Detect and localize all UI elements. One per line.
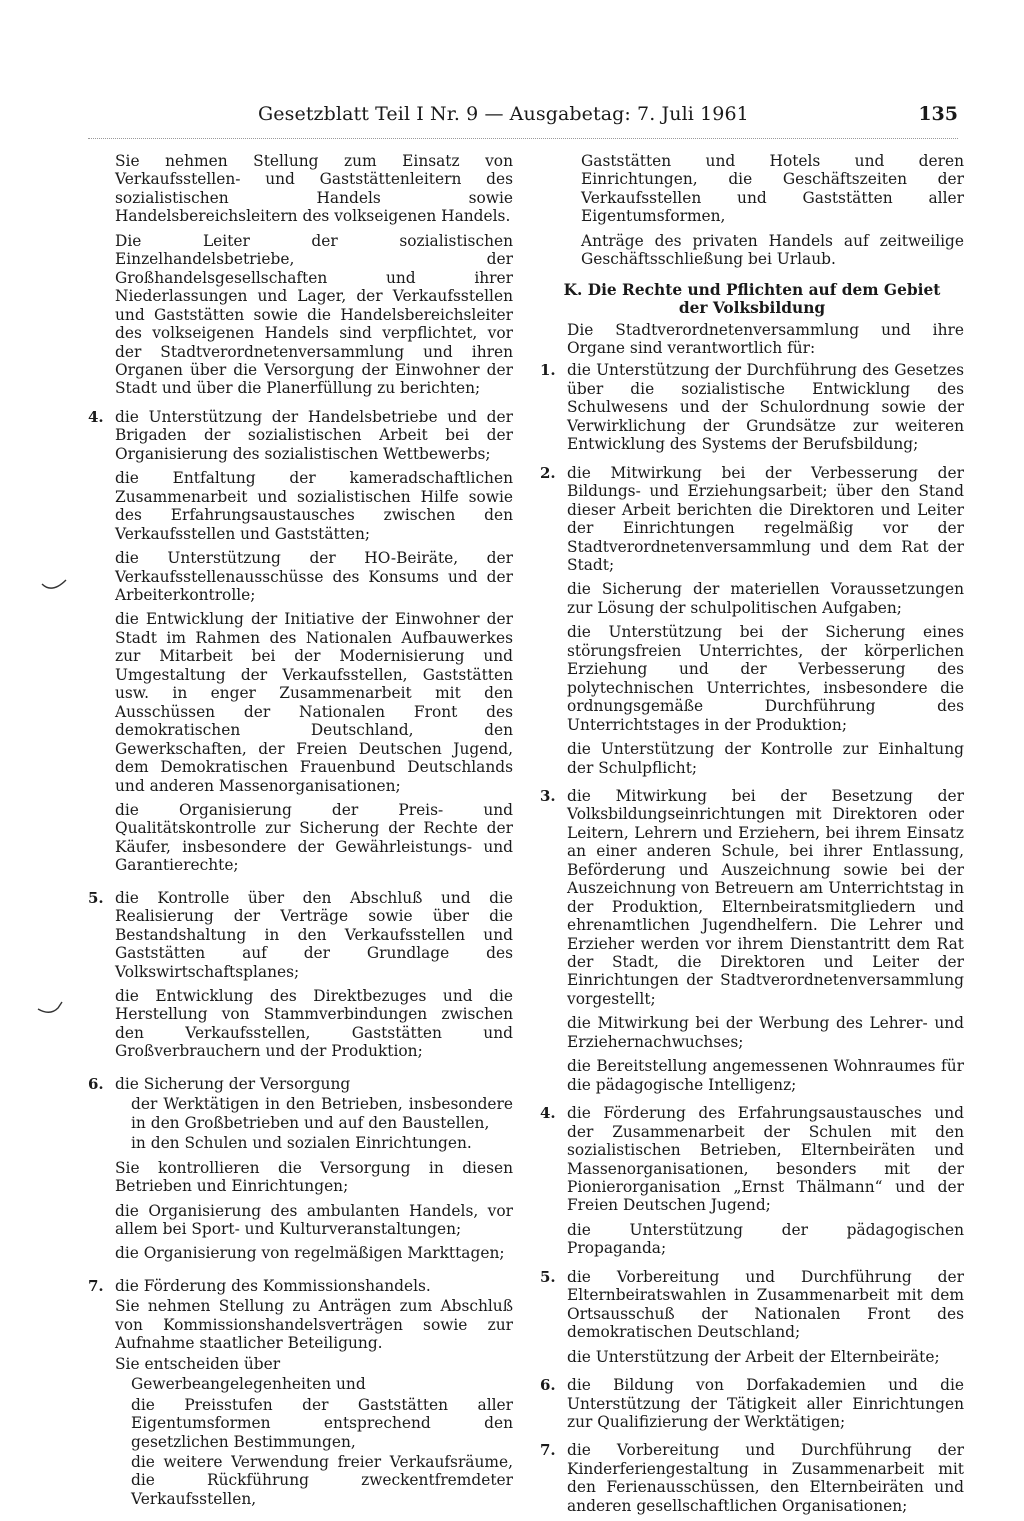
paragraph: die Organisierung der Preis- und Qualitätskontrolle zur Sicherung der Rechte der Käufer, insbesondere der Gewährleistungs- und Garantierechte; bbox=[115, 800, 513, 875]
list-item-7 bbox=[88, 1277, 513, 1508]
margin-pen-mark bbox=[36, 1000, 64, 1018]
paragraph: die Mitwirkung bei der Werbung des Lehrer- und Erziehernachwuchses; bbox=[567, 1014, 964, 1051]
paragraph: Sie entscheiden über bbox=[115, 1354, 281, 1373]
item-number: 1. bbox=[540, 361, 556, 380]
paragraph: die Unterstützung der Handelsbetriebe und der Brigaden der sozialistischen Arbeit bei der Organisierung des sozialistischen Wettbewerbs; bbox=[115, 407, 513, 463]
paragraph: die Organisierung von regelmäßigen Markttagen; bbox=[115, 1244, 505, 1263]
paragraph: die Mitwirkung bei der Verbesserung der Bildungs- und Erziehungsarbeit; über den Stand dieser Arbeit berichten die Direktoren und Leiter der Einrichtungen regelmäßig vor der Stadtverordnetenversammlung und dem Rat der Stadt; bbox=[567, 463, 964, 574]
paragraph: die Unterstützung bei der Sicherung eines störungsfreien Unterrichtes, der körperlichen Erziehung und der Verbesserung des polytechnischen Unterrichtes, insbesondere die ordnungsgemäße Durchführung des Unterrichtstages in der Produktion; bbox=[567, 623, 964, 734]
item-number: 6. bbox=[88, 1074, 104, 1093]
item-number: 7. bbox=[540, 1441, 556, 1460]
list-item-6 bbox=[88, 1075, 513, 1263]
list-item-2 bbox=[540, 464, 964, 777]
list-item-1 bbox=[540, 361, 964, 453]
paragraph: in den Schulen und sozialen Einrichtungen. bbox=[131, 1134, 472, 1153]
paragraph: die Bildung von Dorfakademien und die Unterstützung der Tätigkeit aller Einrichtungen zur Qualifizierung der Werktätigen; bbox=[567, 1376, 964, 1431]
paragraph: die Vorbereitung und Durchführung der Elternbeiratswahlen in Zusammenarbeit mit dem Ortsausschuß der Nationalen Front des demokratischen Deutschland; bbox=[567, 1267, 964, 1342]
list-item-7 bbox=[540, 1441, 964, 1515]
item-number: 6. bbox=[540, 1376, 556, 1395]
item-number: 2. bbox=[540, 463, 556, 482]
paragraph: die Sicherung der materiellen Voraussetzungen zur Lösung der schulpolitischen Aufgaben; bbox=[567, 580, 964, 617]
paragraph: die Preisstufen der Gaststätten aller Eigentumsformen entsprechend den gesetzlichen Bestimmungen, bbox=[131, 1395, 513, 1451]
right-column bbox=[540, 150, 964, 1521]
list-item-6 bbox=[540, 1376, 964, 1431]
paragraph: die Entwicklung der Initiative der Einwohner der Stadt im Rahmen des Nationalen Aufbauwerkes zur Mitarbeit bei der Modernisierung und Umgestaltung der Verkaufsstellen, Gaststätten usw. in enger Zusammenarbeit mit den Ausschüssen der Nationalen Front des demokratischen Deutschland, den Gewerkschaften, der Freien Deutschen Jugend, dem Demokratischen Frauenbund Deutschlands und anderen Massenorganisationen; bbox=[115, 610, 513, 795]
margin-pen-mark bbox=[40, 578, 68, 596]
item-number: 3. bbox=[540, 786, 556, 805]
paragraph: die Förderung des Erfahrungsaustausches und der Zusammenarbeit der Schulen mit den sozialistischen Betrieben, Elternbeiräten und Massenorganisationen, besonders mit der Pionierorganisation „Ernst Thälmann“ und der Freien Deutschen Jugend; bbox=[567, 1104, 964, 1215]
paragraph: Anträge des privaten Handels auf zeitweilige Geschäftsschließung bei Urlaub. bbox=[581, 231, 964, 269]
paragraph: die Vorbereitung und Durchführung der Kinderferiengestaltung in Zusammenarbeit mit den Ferienausschüssen, den Elternbeiräten und anderen gesellschaftlichen Organisationen; bbox=[567, 1441, 964, 1515]
paragraph: die Bereitstellung angemessenen Wohnraumes für die pädagogische Intelligenz; bbox=[567, 1057, 964, 1094]
paragraph: Gewerbeangelegenheiten und bbox=[131, 1375, 366, 1394]
page-number: 135 bbox=[918, 103, 958, 125]
paragraph: die Unterstützung der Arbeit der Elternbeiräte; bbox=[567, 1347, 940, 1366]
paragraph: die weitere Verwendung freier Verkaufsräume, die Rückführung zweckentfremdeter Verkaufsstellen, bbox=[131, 1453, 513, 1508]
paragraph: Die Leiter der sozialistischen Einzelhandelsbetriebe, der Großhandelsgesellschaften und ihrer Niederlassungen und Lager, der Verkaufsstellen und Gaststätten sowie die Handelsbereichsleiter des volkseigenen Handels sind verpflichtet, vor der Stadtverordnetenversammlung und ihren Organen über die Versorgung der Einwohner der Stadt und über die Planerfüllung zu berichten; bbox=[115, 231, 513, 398]
section-intro: Die Stadtverordnetenversammlung und ihre Organe sind verantwortlich für: bbox=[567, 320, 964, 357]
section-heading bbox=[540, 281, 964, 318]
item-number: 5. bbox=[88, 888, 104, 907]
section-heading-line: der Volksbildung bbox=[678, 299, 826, 318]
paragraph: der Werktätigen in den Betrieben, insbesondere in den Großbetrieben und auf den Baustellen, bbox=[131, 1095, 513, 1132]
list-item-5 bbox=[88, 889, 513, 1061]
item-number: 7. bbox=[88, 1276, 104, 1295]
paragraph: die Mitwirkung bei der Besetzung der Volksbildungseinrichtungen mit Direktoren oder Leitern, Lehrern und Erziehern, bei ihrem Einsatz an einer anderen Schule, bei ihrer Entlassung, Beförderung und Auszeichnung sowie bei der Auszeichnung von Betreuern am Unterrichtstag in der Produktion, Elternbeiratsmitgliedern und ehrenamtlichen Jugendhelfern. Die Lehrer und Erzieher werden vor ihrem Dienstantritt dem Rat der Stadt, die Direktoren und Leiter der Einrichtungen der Stadtverordnetenversammlung vorgestellt; bbox=[567, 786, 964, 1008]
page-header bbox=[258, 103, 958, 129]
paragraph: die Kontrolle über den Abschluß und die Realisierung der Verträge sowie über die Bestandshaltung in den Verkaufsstellen und Gaststätten auf der Grundlage des Volkswirtschaftsplanes; bbox=[115, 888, 513, 981]
header-title: Gesetzblatt Teil I Nr. 9 — Ausgabetag: 7. Juli 1961 bbox=[258, 103, 749, 125]
paragraph: die Organisierung des ambulanten Handels, vor allem bei Sport- und Kulturveranstaltungen; bbox=[115, 1201, 513, 1239]
paragraph: die Förderung des Kommissionshandels. bbox=[115, 1276, 431, 1295]
list-item-5 bbox=[540, 1268, 964, 1366]
list-item-3 bbox=[540, 787, 964, 1094]
paragraph: die Sicherung der Versorgung bbox=[115, 1074, 351, 1093]
paragraph: die Entwicklung des Direktbezuges und die Herstellung von Stammverbindungen zwischen den Verkaufsstellen, Gaststätten und Großverbrauchern und der Produktion; bbox=[115, 987, 513, 1061]
paragraph: die Unterstützung der pädagogischen Propaganda; bbox=[567, 1220, 964, 1258]
list-item-4 bbox=[88, 408, 513, 875]
paragraph: Sie kontrollieren die Versorgung in diesen Betrieben und Einrichtungen; bbox=[115, 1158, 513, 1196]
paragraph: die Unterstützung der HO-Beiräte, der Verkaufsstellenausschüsse des Konsums und der Arbeiterkontrolle; bbox=[115, 549, 513, 604]
item-number: 4. bbox=[540, 1104, 556, 1123]
header-rule bbox=[88, 138, 958, 139]
list-item-4 bbox=[540, 1104, 964, 1258]
paragraph: Gaststätten und Hotels und deren Einrichtungen, die Geschäftszeiten der Verkaufsstellen und Gaststätten aller Eigentumsformen, bbox=[581, 152, 964, 226]
paragraph: die Entfaltung der kameradschaftlichen Zusammenarbeit und sozialistischen Hilfe sowie des Erfahrungsaustausches zwischen den Verkaufsstellen und Gaststätten; bbox=[115, 469, 513, 543]
paragraph: Sie nehmen Stellung zu Anträgen zum Abschluß von Kommissionshandelsverträgen sowie zur Aufnahme staatlicher Beteiligung. bbox=[115, 1297, 513, 1353]
paragraph: die Unterstützung der Durchführung des Gesetzes über die sozialistische Entwicklung des Schulwesens und der Schulordnung sowie der Verwirklichung der Grundsätze zur weiteren Entwicklung des Systems der Berufsbildung; bbox=[567, 361, 964, 454]
item-number: 4. bbox=[88, 407, 104, 426]
section-heading-line: K. Die Rechte und Pflichten auf dem Gebiet bbox=[563, 280, 941, 299]
left-column bbox=[88, 150, 513, 1514]
paragraph: Sie nehmen Stellung zum Einsatz von Verkaufsstellen- und Gaststättenleitern des sozialistischen Handels sowie Handelsbereichsleitern des volkseigenen Handels. bbox=[115, 152, 513, 226]
paragraph: die Unterstützung der Kontrolle zur Einhaltung der Schulpflicht; bbox=[567, 740, 964, 777]
item-number: 5. bbox=[540, 1267, 556, 1286]
